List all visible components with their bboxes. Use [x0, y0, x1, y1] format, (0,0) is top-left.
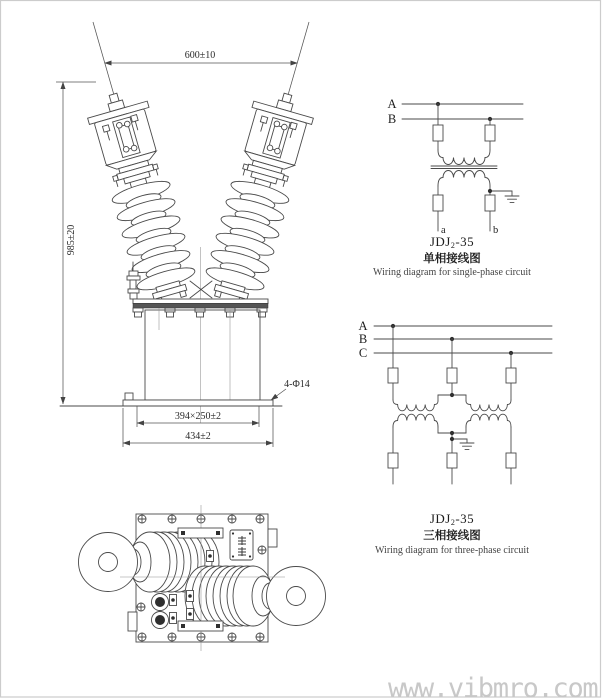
terminal-hole	[287, 587, 306, 606]
holes-callout	[271, 379, 310, 400]
terminal-hole	[99, 553, 118, 572]
watermark: www.vibmro.com	[388, 673, 598, 700]
model-number: JDJ2-35	[429, 511, 475, 527]
fuse	[447, 368, 457, 383]
caption-cn: 单相接线图	[423, 253, 481, 265]
bus-label-a: A	[387, 97, 397, 111]
base-plate	[60, 400, 282, 406]
ground-symbol	[460, 443, 474, 449]
bus-label-b: B	[387, 112, 397, 126]
dimension-base-394	[137, 406, 259, 427]
fuse	[447, 453, 457, 468]
lv-terminal-2	[152, 612, 169, 629]
bus-label-b: B	[358, 332, 368, 346]
secondary-winding	[438, 171, 490, 187]
secondary-winding-right	[466, 414, 511, 427]
caption-cn: 三相接线图	[423, 530, 481, 542]
tank-lid	[133, 299, 268, 317]
primary-winding	[438, 150, 490, 165]
dim-holes-label: 4-Φ14	[284, 379, 310, 390]
secondary-leads	[438, 186, 512, 231]
model-number: JDJ2-35	[429, 234, 475, 250]
fuse	[485, 195, 495, 211]
single-phase-diagram	[373, 97, 531, 278]
dim-394-label: 394×250±2	[174, 411, 222, 422]
bus-lines	[374, 326, 552, 353]
fuse	[433, 195, 443, 211]
clamp-bar-top	[178, 528, 223, 538]
dimension-top-600	[93, 22, 309, 102]
fuse	[485, 125, 495, 141]
three-phase-diagram	[358, 319, 552, 556]
top-view	[79, 505, 326, 651]
bus-label-c: C	[358, 346, 368, 360]
flange-tab-right	[268, 529, 277, 547]
primary-leads	[438, 104, 490, 150]
front-view	[56, 22, 318, 447]
top-view-insulator-right	[185, 566, 326, 626]
primary-winding-right	[466, 400, 511, 411]
dim-434-label: 434±2	[185, 431, 211, 442]
fuse	[506, 368, 516, 383]
fuse	[433, 125, 443, 141]
caption-en: Wiring diagram for single-phase circuit	[373, 267, 531, 278]
secondary-winding-left	[393, 414, 438, 427]
bus-label-a: A	[358, 319, 368, 333]
fuse	[506, 453, 516, 468]
fuse	[388, 368, 398, 383]
fuse	[388, 453, 398, 468]
tank-body	[125, 308, 260, 400]
lv-terminal-1	[152, 594, 169, 611]
dimension-height-985	[56, 82, 96, 404]
caption-en: Wiring diagram for three-phase circuit	[375, 545, 529, 556]
bus-lines	[402, 104, 523, 119]
center-bracket	[190, 281, 212, 298]
nameplate	[230, 530, 253, 560]
insulator-right	[199, 86, 318, 309]
terminal-label-b: b	[493, 225, 499, 236]
primary-winding-left	[393, 400, 438, 411]
ground-symbol	[505, 196, 519, 202]
clamp-bar-bottom	[178, 621, 223, 631]
flange-tab-left	[128, 612, 137, 631]
dim-985-label: 985±20	[66, 224, 77, 256]
dim-600-label: 600±10	[184, 50, 216, 61]
core	[431, 166, 497, 169]
terminal-label-a: a	[441, 225, 446, 236]
insulator-left	[83, 86, 202, 309]
